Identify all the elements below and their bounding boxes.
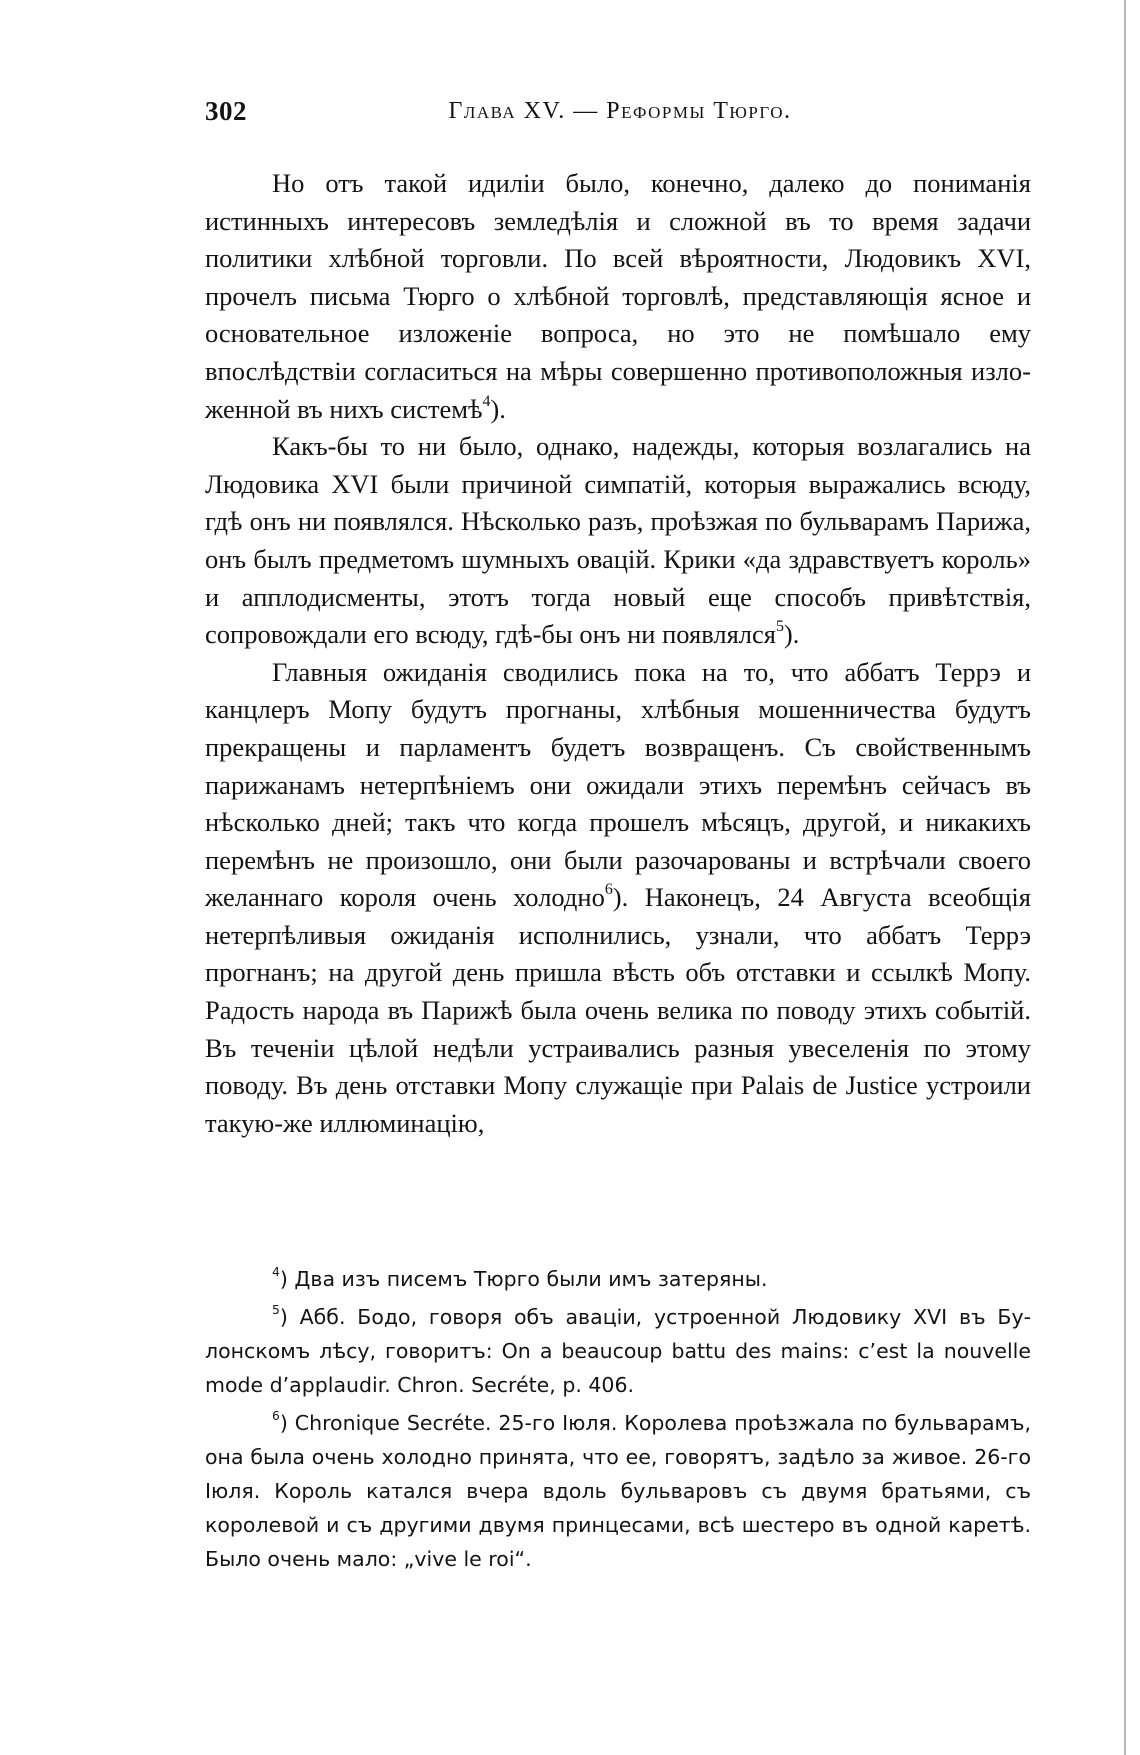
paragraph	[205, 428, 1031, 654]
footnote-ref: 6	[604, 881, 613, 899]
footnote-mark: 4	[272, 1265, 280, 1280]
page-number: 302	[205, 96, 247, 126]
paragraph-text: Но отъ такой идиліи было, конечно, далеко до пониманія истинныхъ интересовъ земледѣлія и сложной въ то время задачи политики хлѣбной торговли. По всей вѣроятности, Людовикъ XVI, прочелъ письма Тюрго о хлѣбной торговлѣ, представляющія ясное и основательное изложеніе вопроса, но это не помѣшало ему впослѣдствіи согласиться на мѣры совершенно противоположныя изложенной въ нихъ системѣ	[205, 168, 1031, 424]
footnote: $^6$) Chronique Secréte. 25-го Іюля. Королева проѣзжала по бульварамъ, она была очень холодно принята, что ее, говорятъ, задѣло за живое. 26-го Іюля. Король катался вчера вдоль бульваровъ съ двумя братьями, съ королевой и съ другими двумя принцесами, всѣ шестеро въ одной каретѣ. Было очень мало: „vive le roi“.	[205, 1409, 1031, 1571]
running-title: Глава XV. — Реформы Тюрго.	[448, 98, 792, 124]
footnote-mark: 5	[272, 1303, 280, 1318]
paragraph-text: Какъ-бы то ни было, однако, надежды, которыя возлагались на Людовика XVI были причиной симпатій, которыя выражались всюду, гдѣ онъ ни появлялся. Нѣсколько разъ, проѣзжая по бульварамъ Парижа, онъ былъ предметомъ шумныхъ овацій. Крики «да здравствуетъ король» и апплодисменты, этотъ тогда новый еще способъ привѣтствія, сопровождали его всюду, гдѣ-бы онъ ни появлялся	[205, 431, 1031, 650]
paragraph-tail: ).	[783, 619, 800, 650]
footnotes	[205, 1262, 1031, 1580]
footnote-text: Два изъ писемъ Тюрго были имъ затеряны.	[294, 1267, 768, 1291]
paragraph-tail: ).	[490, 393, 506, 424]
footnote: $^5$) Абб. Бодо, говоря объ аваціи, устроенной Людовику XVI въ Булонскомъ лѣсу, говоритъ: On a beaucoup battu des mains: c’est la nouvelle mode d’applaudir. Chron. Secréte, p. 406.	[205, 1303, 1031, 1397]
footnote: $^4$) Два изъ писемъ Тюрго были имъ затеряны.	[272, 1265, 768, 1291]
page-header	[205, 96, 1035, 136]
footnote-ref: 5	[775, 618, 784, 636]
paragraph-tail: ). Наконецъ, 24 Августа всеобщія нетерпѣливыя ожиданія исполнились, узнали, что аббатъ Террэ прогнанъ; на другой день пришла вѣсть объ отставки и ссылкѣ Мопу. Радость народа въ Парижѣ была очень велика по поводу этихъ событій. Въ теченіи цѣлой недѣли устраивались разныя увеселенія по этому поводу. Въ день отставки Мопу служащіе при Palais de Justice устроили такую-же иллюминацію,	[205, 882, 1031, 1138]
footnote-text: Chronique Secréte. 25-го Іюля. Королева проѣзжала по бульварамъ, она была очень холодно принята, что ее, говорятъ, задѣло за живое. 26-го Іюля. Король катался вчера вдоль бульваровъ съ двумя братьями, съ королевой и съ другими двумя принцесами, всѣ шестеро въ одной каретѣ. Было очень мало: „vive le roi“.	[205, 1411, 1031, 1571]
footnote-text: Абб. Бодо, говоря объ аваціи, устроенной Людовику XVI въ Булонскомъ лѣсу, говоритъ: On a beaucoup battu des mains: c’est la nouvelle mode d’applaudir. Chron. Secréte, p. 406.	[205, 1305, 1031, 1397]
footnote-mark: 6	[272, 1409, 280, 1424]
paragraph-text: Главныя ожиданія сводились пока на то, что аббатъ Террэ и канцлеръ Мопу будутъ прогнаны, хлѣбныя мошенничества будутъ прекращены и парламентъ будетъ возвращенъ. Съ свойственнымъ парижанамъ нетерпѣніемъ они ожидали этихъ перемѣнъ сейчасъ въ нѣсколько дней; такъ что когда прошелъ мѣсяцъ, другой, и никакихъ перемѣнъ не произошло, они были разочарованы и встрѣчали своего желаннаго короля очень холодно	[205, 656, 1031, 913]
paragraph	[205, 165, 1031, 428]
paragraph	[205, 654, 1031, 1143]
footnote-ref: 4	[482, 392, 491, 410]
page-edge-line	[1124, 0, 1126, 1755]
main-text	[205, 165, 1031, 1142]
